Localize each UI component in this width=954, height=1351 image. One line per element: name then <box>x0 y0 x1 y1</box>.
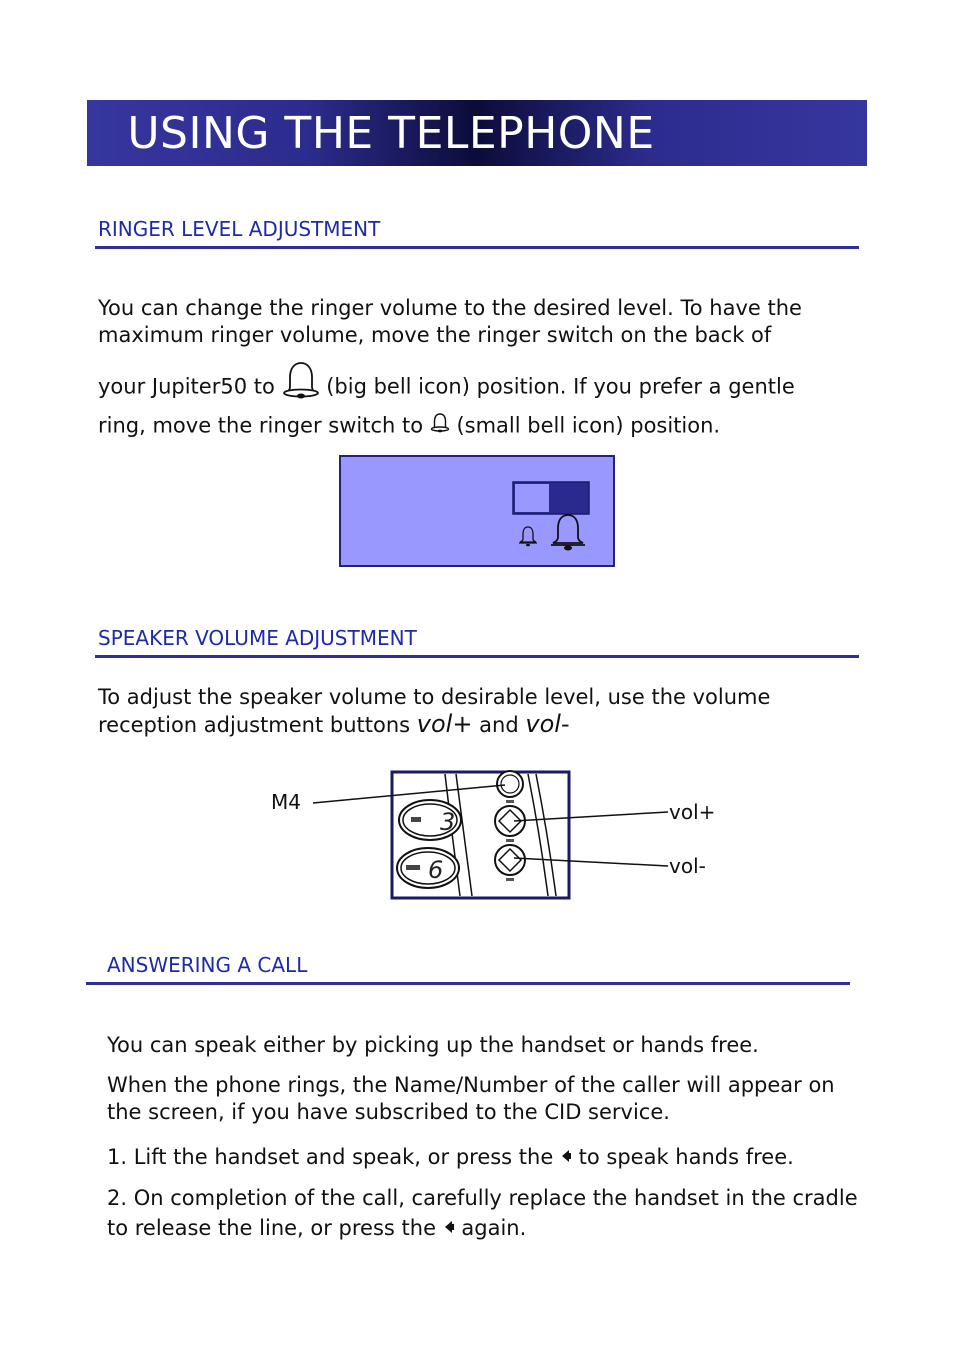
step-1a: 1. Lift the handset and speak, or press the <box>107 1145 554 1169</box>
answering-para-2-line-1: When the phone rings, the Name/Number of the caller will appear on <box>107 1073 835 1097</box>
vol-minus-text: vol- <box>525 710 570 738</box>
step-2b: again. <box>461 1216 527 1240</box>
key-6-label: 6 <box>428 856 444 884</box>
ringer-line-4a: ring, move the ringer switch to <box>98 413 424 438</box>
m4-button <box>497 771 523 797</box>
answering-step-2-line-1: 2. On completion of the call, carefully replace the handset in the cradle <box>107 1186 858 1210</box>
answering-step-1 <box>107 1144 794 1172</box>
ringer-line-3a: your Jupiter50 to <box>98 374 275 399</box>
speaker-section-title: SPEAKER VOLUME ADJUSTMENT <box>98 626 417 650</box>
speaker-line-2a: reception adjustment buttons <box>98 713 411 737</box>
page-title: USING THE TELEPHONE <box>127 107 655 159</box>
ringer-line-3b: (big bell icon) position. If you prefer a gentle <box>326 374 795 399</box>
ringer-section-title: RINGER LEVEL ADJUSTMENT <box>98 217 381 241</box>
vol-minus-button <box>495 845 525 875</box>
answering-para-2-line-2: the screen, if you have subscribed to the CID service. <box>107 1100 670 1124</box>
vol-plus-text: vol+ <box>416 710 473 738</box>
step-2a: to release the line, or press the <box>107 1216 436 1240</box>
speaker-icon <box>560 1145 572 1172</box>
ringer-line-4b: (small bell icon) position. <box>456 413 721 438</box>
key-3-label: 3 <box>440 808 456 836</box>
answering-step-2-line-2 <box>107 1215 526 1243</box>
and-text: and <box>479 713 519 737</box>
speaker-icon <box>443 1216 455 1243</box>
answering-section-title: ANSWERING A CALL <box>107 953 308 977</box>
answering-para-1: You can speak either by picking up the handset or hands free. <box>107 1033 759 1057</box>
speaker-line-1: To adjust the speaker volume to desirable level, use the volume <box>98 685 771 709</box>
vol-plus-label: vol+ <box>669 800 716 824</box>
vol-minus-label: vol- <box>669 854 706 878</box>
key-6 <box>397 848 459 888</box>
step-1b: to speak hands free. <box>578 1145 794 1169</box>
ringer-line-2: maximum ringer volume, move the ringer switch on the back of <box>98 323 772 347</box>
key-3 <box>399 800 461 840</box>
m4-label: M4 <box>271 790 301 814</box>
ringer-line-1: You can change the ringer volume to the desired level. To have the <box>98 296 802 320</box>
answering-section-rule <box>86 982 850 985</box>
